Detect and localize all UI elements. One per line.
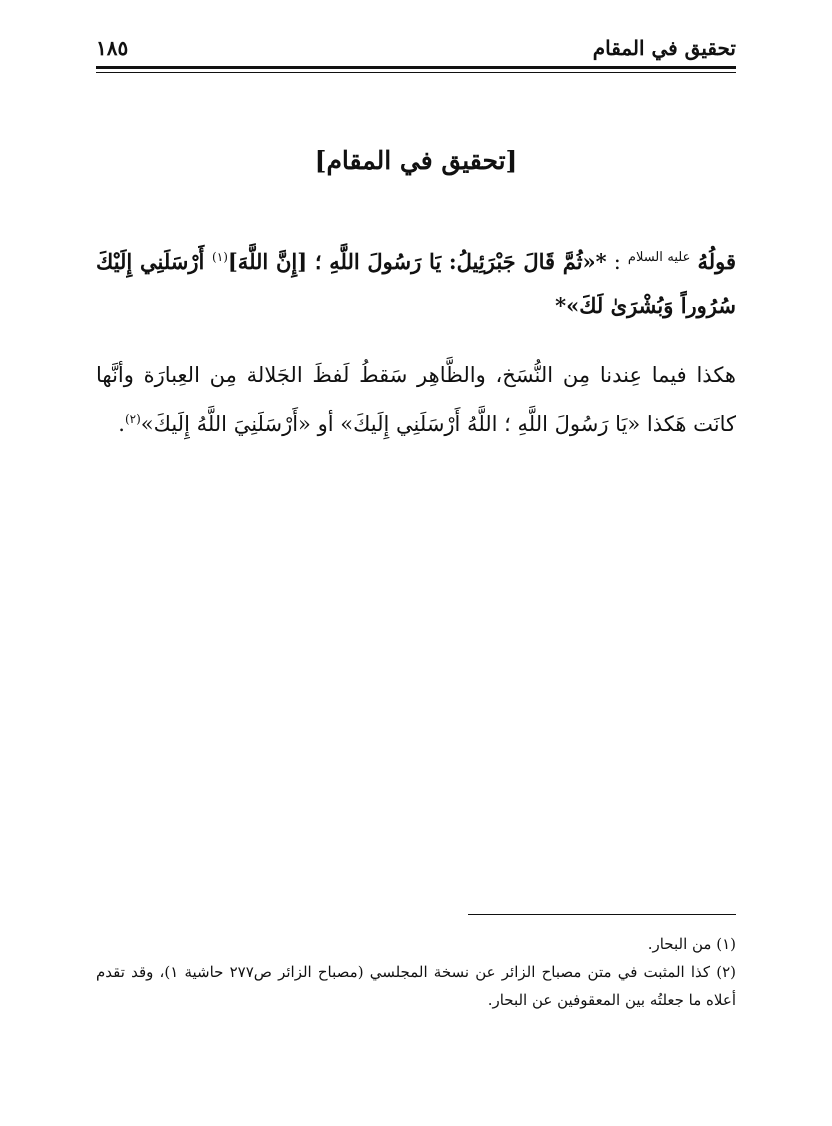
commentary-end: .: [118, 412, 125, 436]
footnote-ref-1: (١): [212, 250, 228, 264]
running-header: [96, 30, 736, 66]
page-number: ١٨٥: [96, 36, 129, 60]
footnote-ref-2: (٢): [124, 412, 141, 426]
paragraph-commentary: [96, 353, 736, 446]
header-rule-thick: [96, 66, 736, 69]
running-header-title: تحقيق في المقام: [592, 36, 736, 60]
hadith-text-part-1: *«ثُمَّ قَالَ جَبْرَئِيلُ: يَا رَسُولَ اللَّهِ ؛ [إِنَّ اللَّهَ]: [227, 249, 607, 274]
paragraph-quote: [96, 235, 736, 328]
section-title: [تحقيق في المقام]: [314, 146, 518, 175]
footnote-1: (١) من البحار.: [647, 935, 736, 953]
hadith-text-part-2: أَرْسَلَنِي إِلَيْكَ سُرُوراً وَبُشْرَىٰ لَكَ»*: [96, 249, 736, 318]
commentary-text: هكذا فيما عِندنا مِن النُّسَخ، والظَّاهِر سَقطُ لَفظَ الجَلالة مِن العِبارَة وأنَّها كانَت هَكذا «يَا رَسُولَ اللَّهِ ؛ اللَّهُ أَرْسَلَنِي إِلَيكَ» أو «أَرْسَلَنِيَ اللَّهُ إِلَيكَ»: [96, 363, 736, 436]
honorific-symbol: عليه السلام: [627, 250, 691, 265]
footnote-rule: [468, 914, 736, 915]
footnote-2: (٢) كذا المثبت في متن مصباح الزائر عن نسخة المجلسي (مصباح الزائر ص٢٧٧ حاشية ١)، وقد تقدم أعلاه ما جعلتُه بين المعقوفين عن البحار.: [96, 963, 736, 1009]
footnotes: [96, 930, 736, 1014]
colon: :: [606, 250, 628, 274]
header-rule-thin: [96, 72, 736, 73]
lead-word: قولُهُ: [697, 249, 736, 274]
